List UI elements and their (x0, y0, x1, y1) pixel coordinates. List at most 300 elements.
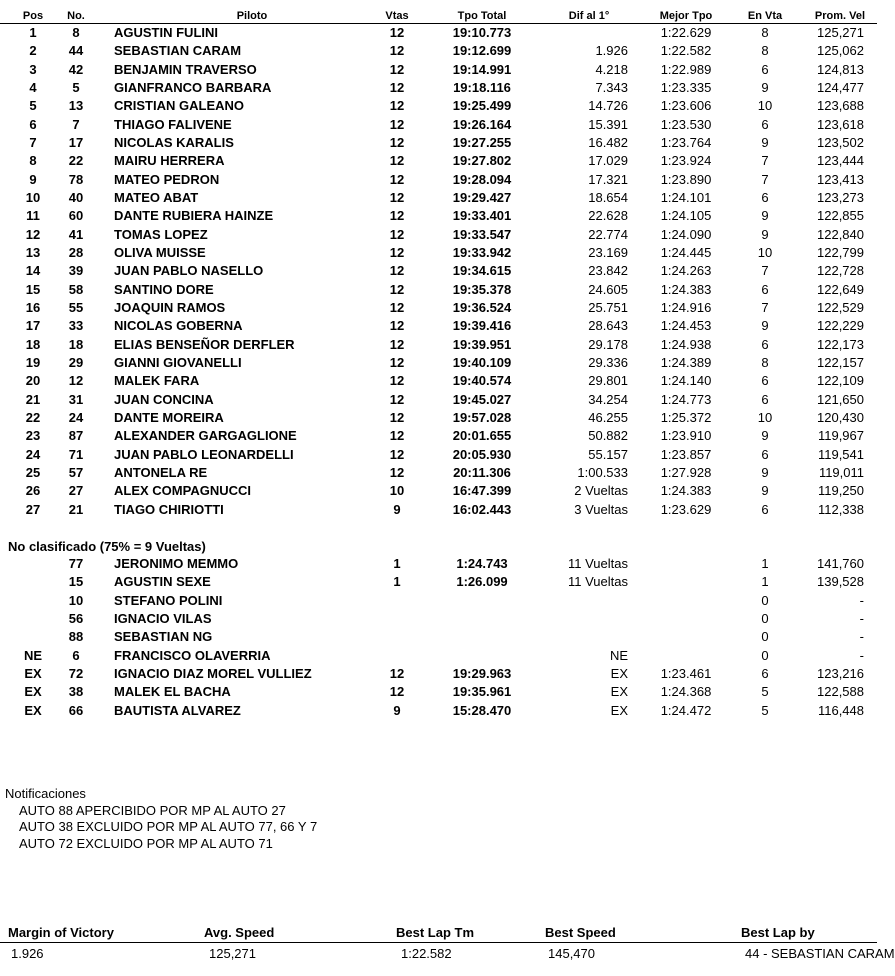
cell-dif: 2 Vueltas (574, 483, 628, 499)
cell-vtas: 12 (389, 61, 405, 77)
cell-piloto: THIAGO FALIVENE (114, 116, 232, 132)
cell-tpo-total: 19:57.028 (452, 409, 512, 425)
cell-piloto: ANTONELA RE (114, 464, 208, 480)
cell-no: 58 (68, 281, 84, 297)
cell-vtas: 12 (389, 464, 405, 480)
cell-en-vta: 7 (761, 263, 769, 279)
cell-mejor-tpo: 1:27.928 (660, 464, 712, 480)
cell-piloto: NICOLAS GOBERNA (114, 318, 243, 334)
header-piloto: Piloto (236, 10, 268, 22)
cell-en-vta: 0 (761, 610, 769, 626)
cell-mejor-tpo: 1:23.335 (660, 79, 712, 95)
cell-mejor-tpo: 1:22.582 (660, 43, 712, 59)
cell-en-vta: 5 (761, 702, 769, 718)
cell-dif: 46.255 (588, 409, 628, 425)
cell-dif: 7.343 (595, 79, 628, 95)
summary-avg-speed: 125,271 (209, 946, 256, 961)
cell-piloto: TIAGO CHIRIOTTI (114, 501, 224, 517)
cell-tpo-total: 20:05.930 (452, 446, 512, 462)
cell-vtas: 12 (389, 409, 405, 425)
cell-prom-vel: 116,448 (817, 702, 864, 718)
cell-piloto: ALEX COMPAGNUCCI (114, 483, 251, 499)
cell-no: 31 (68, 391, 84, 407)
cell-en-vta: 9 (761, 483, 769, 499)
header-dif: Dif al 1° (568, 10, 610, 22)
cell-tpo-total: 19:35.961 (452, 684, 512, 700)
cell-prom-vel: 123,216 (817, 665, 864, 681)
cell-pos: 24 (25, 446, 41, 462)
cell-tpo-total: 20:11.306 (453, 464, 511, 480)
cell-no: 17 (68, 134, 84, 150)
cell-pos: 8 (29, 153, 37, 169)
cell-pos: 25 (25, 464, 41, 480)
cell-en-vta: 0 (761, 629, 769, 645)
cell-no: 18 (68, 336, 84, 352)
cell-prom-vel: 123,273 (817, 189, 864, 205)
cell-mejor-tpo: 1:24.368 (660, 684, 712, 700)
cell-prom-vel: 119,541 (817, 446, 864, 462)
cell-tpo-total: 1:24.743 (456, 556, 508, 571)
cell-piloto: DANTE RUBIERA HAINZE (114, 208, 274, 224)
cell-piloto: IGNACIO VILAS (114, 610, 212, 626)
table-row (0, 482, 877, 500)
cell-pos: EX (24, 684, 42, 700)
summary-best-lap-tm: 1:22.582 (401, 946, 452, 961)
cell-dif: 16.482 (588, 134, 628, 150)
cell-en-vta: 7 (761, 153, 769, 169)
table-row (0, 409, 877, 427)
cell-piloto: ELIAS BENSEÑOR DERFLER (114, 336, 295, 352)
cell-vtas: 1 (393, 556, 401, 571)
table-row (0, 446, 877, 464)
cell-piloto: FRANCISCO OLAVERRIA (114, 647, 271, 663)
cell-dif: 23.842 (588, 263, 628, 279)
table-row (0, 464, 877, 482)
cell-piloto: SEBASTIAN CARAM (114, 43, 242, 59)
cell-en-vta: 6 (761, 391, 769, 407)
table-row (0, 501, 877, 519)
cell-no: 5 (72, 79, 80, 95)
cell-piloto: DANTE MOREIRA (114, 409, 224, 425)
cell-mejor-tpo: 1:24.101 (660, 189, 712, 205)
cell-tpo-total: 19:40.574 (452, 373, 512, 389)
cell-vtas: 12 (389, 281, 405, 297)
cell-vtas: 12 (389, 373, 405, 389)
cell-en-vta: 9 (761, 134, 769, 150)
cell-prom-vel: 122,855 (817, 208, 864, 224)
cell-no: 71 (68, 446, 84, 462)
cell-pos: 21 (25, 391, 41, 407)
cell-en-vta: 6 (761, 61, 769, 77)
table-row (0, 317, 877, 335)
cell-dif: 22.774 (588, 226, 628, 242)
cell-vtas: 12 (389, 43, 405, 59)
cell-piloto: STEFANO POLINI (114, 592, 223, 608)
header-en-vta: En Vta (747, 10, 783, 22)
table-row (0, 244, 877, 262)
cell-mejor-tpo: 1:23.924 (660, 153, 712, 169)
cell-prom-vel: 123,688 (817, 98, 864, 114)
cell-vtas: 12 (389, 25, 405, 40)
table-row (0, 665, 877, 683)
cell-tpo-total: 20:01.655 (452, 428, 512, 444)
cell-vtas: 9 (393, 501, 401, 517)
cell-piloto: BENJAMIN TRAVERSO (114, 61, 257, 77)
cell-prom-vel: 124,813 (817, 61, 864, 77)
cell-prom-vel: 124,477 (817, 79, 864, 95)
table-row (0, 592, 877, 610)
cell-prom-vel: 112,338 (817, 501, 864, 517)
cell-en-vta: 5 (761, 684, 769, 700)
cell-piloto: SANTINO DORE (114, 281, 214, 297)
cell-dif: 23.169 (588, 244, 628, 260)
cell-no: 13 (68, 98, 84, 114)
cell-tpo-total: 19:39.416 (452, 318, 512, 334)
cell-dif: EX (610, 684, 628, 700)
notifications-title: Notificaciones (5, 786, 86, 801)
cell-prom-vel: 122,728 (817, 263, 864, 279)
cell-mejor-tpo: 1:23.606 (660, 98, 712, 114)
cell-no: 38 (68, 684, 84, 700)
cell-no: 41 (68, 226, 84, 242)
cell-vtas: 12 (389, 244, 405, 260)
cell-vtas: 9 (393, 702, 401, 718)
cell-no: 27 (68, 483, 84, 499)
notification-item: AUTO 72 EXCLUIDO POR MP AL AUTO 71 (19, 835, 273, 851)
cell-pos: 9 (29, 171, 37, 187)
cell-prom-vel: 139,528 (817, 574, 864, 590)
notification-item: AUTO 38 EXCLUIDO POR MP AL AUTO 77, 66 Y 7 (19, 819, 318, 834)
cell-pos: 16 (25, 299, 41, 315)
summary-best-lap-by: 44 - SEBASTIAN CARAM (745, 946, 895, 961)
table-row (0, 336, 877, 354)
cell-prom-vel: 125,062 (817, 43, 864, 59)
cell-prom-vel: 119,011 (818, 464, 864, 480)
cell-vtas: 12 (389, 336, 405, 352)
cell-no: 57 (68, 464, 84, 480)
cell-piloto: NICOLAS KARALIS (114, 134, 234, 150)
cell-dif: 17.321 (588, 171, 628, 187)
cell-tpo-total: 15:28.470 (452, 702, 512, 718)
cell-vtas: 12 (389, 354, 405, 370)
cell-en-vta: 7 (761, 299, 769, 315)
cell-en-vta: 6 (761, 665, 769, 681)
cell-vtas: 1 (393, 574, 401, 590)
cell-prom-vel: 123,444 (817, 153, 864, 169)
table-row (0, 683, 877, 701)
cell-tpo-total: 19:18.116 (453, 79, 511, 95)
cell-dif: 29.801 (588, 373, 628, 389)
cell-tpo-total: 19:29.427 (452, 189, 512, 205)
summary-best-speed: 145,470 (548, 946, 595, 961)
cell-pos: 7 (29, 134, 37, 150)
cell-vtas: 12 (389, 226, 405, 242)
table-row (0, 610, 877, 628)
cell-en-vta: 1 (761, 574, 769, 590)
header-tpo-total: Tpo Total (457, 10, 507, 22)
cell-mejor-tpo: 1:24.916 (660, 299, 712, 315)
cell-dif: 14.726 (588, 98, 628, 114)
cell-mejor-tpo: 1:23.890 (660, 171, 712, 187)
cell-en-vta: 6 (761, 373, 769, 389)
table-row (0, 152, 877, 170)
cell-dif: 25.751 (588, 299, 628, 315)
cell-en-vta: 0 (761, 592, 769, 608)
cell-en-vta: 6 (761, 281, 769, 297)
table-row (0, 42, 877, 60)
cell-tpo-total: 19:35.378 (452, 281, 512, 297)
cell-piloto: AGUSTIN SEXE (114, 574, 211, 590)
cell-no: 8 (72, 25, 80, 40)
cell-en-vta: 1 (761, 556, 769, 571)
cell-prom-vel: 120,430 (817, 409, 864, 425)
cell-mejor-tpo: 1:23.857 (660, 446, 712, 462)
cell-prom-vel: 123,618 (817, 116, 864, 132)
cell-piloto: JUAN CONCINA (114, 391, 214, 407)
cell-mejor-tpo: 1:24.383 (660, 483, 712, 499)
cell-tpo-total: 19:34.615 (452, 263, 512, 279)
cell-no: 15 (68, 574, 84, 590)
table-row (0, 171, 877, 189)
cell-piloto: MATEO PEDRON (114, 171, 220, 187)
cell-prom-vel: - (859, 592, 864, 608)
cell-pos: 18 (25, 336, 41, 352)
cell-prom-vel: 122,529 (817, 299, 864, 315)
cell-prom-vel: 122,649 (817, 281, 864, 297)
cell-vtas: 10 (389, 483, 405, 499)
cell-dif: 34.254 (588, 391, 628, 407)
cell-pos: 14 (25, 263, 41, 279)
cell-pos: EX (24, 665, 42, 681)
cell-tpo-total: 19:12.699 (452, 43, 512, 59)
cell-prom-vel: 123,413 (817, 171, 864, 187)
cell-piloto: ALEXANDER GARGAGLIONE (114, 428, 297, 444)
cell-dif: 17.029 (588, 153, 628, 169)
table-row (0, 702, 877, 720)
table-row (0, 299, 877, 317)
cell-en-vta: 10 (757, 244, 773, 260)
cell-pos: 1 (29, 25, 37, 40)
cell-no: 21 (68, 501, 84, 517)
cell-dif: 3 Vueltas (574, 501, 628, 517)
cell-pos: 2 (29, 43, 37, 59)
cell-vtas: 12 (389, 134, 405, 150)
cell-no: 33 (68, 318, 84, 334)
cell-mejor-tpo: 1:23.530 (660, 116, 712, 132)
cell-pos: 6 (29, 116, 37, 132)
results-header (0, 0, 877, 24)
cell-pos: 22 (25, 409, 41, 425)
cell-tpo-total: 19:29.963 (452, 665, 512, 681)
cell-en-vta: 6 (761, 336, 769, 352)
cell-tpo-total: 16:47.399 (452, 483, 512, 499)
summary-header (0, 924, 877, 942)
cell-vtas: 12 (389, 171, 405, 187)
cell-dif: 1.926 (595, 43, 628, 59)
cell-vtas: 12 (389, 153, 405, 169)
cell-no: 28 (68, 244, 84, 260)
cell-pos: 13 (25, 244, 41, 260)
cell-prom-vel: 119,967 (817, 428, 864, 444)
cell-tpo-total: 19:36.524 (452, 299, 512, 315)
cell-en-vta: 8 (761, 354, 769, 370)
cell-mejor-tpo: 1:24.445 (660, 244, 712, 260)
cell-vtas: 12 (389, 446, 405, 462)
cell-mejor-tpo: 1:22.989 (660, 61, 712, 77)
cell-pos: 17 (25, 318, 41, 334)
cell-en-vta: 8 (761, 25, 769, 40)
cell-en-vta: 9 (761, 318, 769, 334)
table-row (0, 354, 877, 372)
cell-en-vta: 9 (761, 226, 769, 242)
cell-tpo-total: 19:28.094 (452, 171, 512, 187)
cell-pos: 27 (25, 501, 41, 517)
cell-tpo-total: 19:25.499 (452, 98, 512, 114)
cell-pos: 5 (29, 98, 37, 114)
table-row (0, 555, 877, 573)
cell-no: 60 (68, 208, 84, 224)
cell-piloto: JERONIMO MEMMO (114, 556, 239, 571)
cell-en-vta: 6 (761, 501, 769, 517)
cell-tpo-total: 19:33.547 (452, 226, 512, 242)
cell-mejor-tpo: 1:24.773 (660, 391, 712, 407)
table-row (0, 573, 877, 591)
cell-piloto: GIANNI GIOVANELLI (114, 354, 242, 370)
cell-no: 29 (68, 354, 84, 370)
cell-no: 66 (68, 702, 84, 718)
cell-tpo-total: 1:26.099 (456, 574, 508, 590)
cell-dif: 1:00.533 (577, 464, 628, 480)
cell-mejor-tpo: 1:22.629 (660, 25, 712, 40)
cell-en-vta: 9 (761, 79, 769, 95)
cell-dif: EX (610, 665, 628, 681)
cell-prom-vel: - (859, 647, 864, 663)
cell-en-vta: 9 (761, 464, 769, 480)
summary-header-margin: Margin of Victory (8, 925, 114, 940)
table-row (0, 628, 877, 646)
cell-mejor-tpo: 1:24.383 (660, 281, 712, 297)
cell-no: 88 (68, 629, 84, 645)
table-row (0, 116, 877, 134)
notifications (5, 786, 317, 852)
cell-no: 10 (68, 592, 84, 608)
cell-tpo-total: 19:26.164 (452, 116, 512, 132)
header-prom-vel: Prom. Vel (814, 10, 866, 22)
cell-dif: 24.605 (588, 281, 628, 297)
summary-header-best-speed: Best Speed (545, 925, 616, 940)
cell-piloto: JUAN PABLO NASELLO (114, 263, 264, 279)
cell-vtas: 12 (389, 98, 405, 114)
cell-en-vta: 9 (761, 208, 769, 224)
cell-tpo-total: 19:33.942 (452, 244, 512, 260)
cell-en-vta: 0 (761, 647, 769, 663)
cell-en-vta: 8 (761, 43, 769, 59)
cell-prom-vel: 122,173 (817, 336, 864, 352)
cell-piloto: IGNACIO DIAZ MOREL VULLIEZ (114, 665, 312, 681)
cell-no: 39 (68, 263, 84, 279)
cell-no: 56 (68, 610, 84, 626)
cell-vtas: 12 (389, 665, 405, 681)
cell-no: 44 (68, 43, 84, 59)
cell-mejor-tpo: 1:24.938 (660, 336, 712, 352)
cell-dif: 15.391 (588, 116, 628, 132)
cell-piloto: MALEK FARA (114, 373, 200, 389)
cell-tpo-total: 19:40.109 (452, 354, 512, 370)
summary-divider (0, 942, 877, 943)
cell-prom-vel: 125,271 (817, 25, 864, 40)
cell-pos: 11 (26, 208, 40, 224)
cell-tpo-total: 19:10.773 (452, 25, 512, 40)
cell-vtas: 12 (389, 263, 405, 279)
cell-tpo-total: 19:14.991 (452, 61, 512, 77)
table-row (0, 79, 877, 97)
cell-prom-vel: - (859, 629, 864, 645)
cell-vtas: 12 (389, 684, 405, 700)
cell-vtas: 12 (389, 208, 405, 224)
table-row (0, 262, 877, 280)
cell-dif: 11 Vueltas (568, 574, 628, 590)
table-row (0, 207, 877, 225)
cell-piloto: TOMAS LOPEZ (114, 226, 208, 242)
summary-header-avg-speed: Avg. Speed (204, 925, 275, 940)
cell-dif: 18.654 (588, 189, 628, 205)
header-pos: Pos (22, 10, 44, 22)
cell-pos: 12 (25, 226, 41, 242)
cell-no: 42 (68, 61, 84, 77)
table-row (0, 391, 877, 409)
table-row (0, 134, 877, 152)
table-row (0, 189, 877, 207)
cell-vtas: 12 (389, 116, 405, 132)
cell-piloto: OLIVA MUISSE (114, 244, 206, 260)
cell-no: 24 (68, 409, 84, 425)
cell-tpo-total: 19:45.027 (452, 391, 512, 407)
header-vtas: Vtas (385, 10, 409, 22)
cell-dif: 29.336 (588, 354, 628, 370)
cell-prom-vel: - (859, 610, 864, 626)
cell-pos: 10 (25, 189, 41, 205)
cell-mejor-tpo: 1:24.140 (660, 373, 712, 389)
cell-en-vta: 6 (761, 446, 769, 462)
cell-prom-vel: 123,502 (817, 134, 864, 150)
cell-vtas: 12 (389, 299, 405, 315)
cell-tpo-total: 19:27.255 (452, 134, 512, 150)
cell-prom-vel: 122,229 (817, 318, 864, 334)
cell-no: 22 (68, 153, 84, 169)
cell-mejor-tpo: 1:23.461 (660, 665, 712, 681)
table-row (0, 226, 877, 244)
cell-no: 77 (68, 556, 84, 571)
summary-values (0, 945, 895, 963)
cell-dif: 55.157 (588, 446, 628, 462)
table-row (0, 647, 877, 665)
cell-mejor-tpo: 1:24.453 (660, 318, 712, 334)
cell-pos: 20 (25, 373, 41, 389)
cell-mejor-tpo: 1:24.389 (660, 354, 712, 370)
cell-prom-vel: 141,760 (817, 556, 864, 571)
cell-dif: 28.643 (588, 318, 628, 334)
cell-dif: 50.882 (588, 428, 628, 444)
table-row (0, 281, 877, 299)
cell-no: 12 (68, 373, 84, 389)
cell-dif: 29.178 (588, 336, 628, 352)
cell-mejor-tpo: 1:24.090 (660, 226, 712, 242)
cell-tpo-total: 19:33.401 (452, 208, 512, 224)
cell-en-vta: 6 (761, 116, 769, 132)
cell-pos: 15 (25, 281, 41, 297)
cell-dif: NE (609, 647, 628, 663)
cell-mejor-tpo: 1:23.764 (660, 134, 712, 150)
